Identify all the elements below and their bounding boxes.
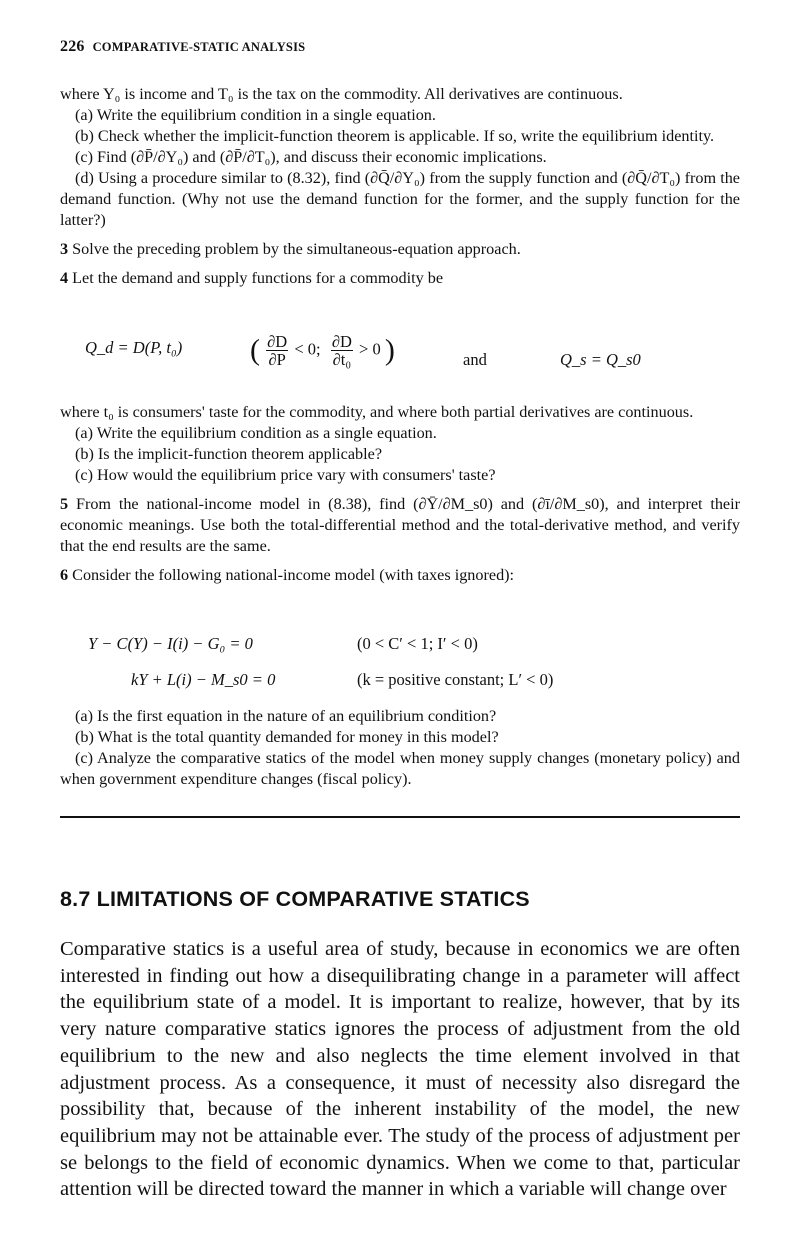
problem-6-intro bbox=[60, 565, 740, 586]
running-head bbox=[60, 38, 305, 56]
problem-4-5-6 bbox=[60, 402, 740, 586]
problem-4-after: where t₀ is consumers' taste for the commodity, and where both partial derivatives are continuous. bbox=[60, 403, 694, 421]
cond1-fraction: $\frac{\partial D}{\partial P}$ bbox=[267, 332, 288, 369]
problem-4-part-b: (b) Is the implicit-function theorem applicable? bbox=[75, 445, 383, 463]
problem-4-part-a: (a) Write the equilibrium condition as a single equation. bbox=[75, 424, 437, 442]
problem-2-part-b: (b) Check whether the implicit-function theorem is applicable. If so, write the equilibrium identity. bbox=[75, 127, 715, 145]
section-title: 8.7 LIMITATIONS OF COMPARATIVE STATICS bbox=[60, 887, 530, 911]
problem-3-number: 3 bbox=[60, 240, 69, 258]
problem-4-demand-equation: Q_d = D(P, t₀) bbox=[85, 338, 183, 357]
problem-5-text: From the national-income model in (8.38), find (∂Ȳ/∂M_s0) and (∂ī/∂M_s0), and interpret their economic meanings. Use both the total-differential method and the total-derivative method, and verify that the end results are the same. bbox=[60, 495, 741, 555]
problem-6-number: 6 bbox=[60, 566, 69, 584]
problem-6-eq2-condition: (k = positive constant; L′ < 0) bbox=[357, 670, 554, 689]
problem-4-intro-text: Let the demand and supply functions for a commodity be bbox=[72, 269, 444, 287]
problem-6-parts bbox=[60, 706, 740, 790]
problem-6-part-c: (c) Analyze the comparative statics of the model when money supply changes (monetary policy) and when government expenditure changes (fiscal policy). bbox=[60, 749, 740, 788]
section-divider bbox=[60, 816, 740, 818]
problem-4-intro bbox=[60, 268, 740, 289]
problem-4-conditions: ( $\frac{\partial D}{\partial P}$ < 0; $\frac{\partial D}{\text{∂t₀}}$ > 0 ) bbox=[250, 332, 395, 369]
problem-3 bbox=[60, 239, 740, 260]
problem-5-number: 5 bbox=[60, 495, 69, 513]
problem-2-continuation bbox=[60, 84, 740, 289]
problem-2-part-d: (d) Using a procedure similar to (8.32), find (∂Q̄/∂Y₀) from the supply function and (∂Q̄/∂T₀) from the demand function. (Why not use the demand function for the former, and the supply function for the latter?) bbox=[60, 169, 740, 229]
problem-2-part-a: (a) Write the equilibrium condition in a single equation. bbox=[75, 106, 436, 124]
problem-6-part-b: (b) What is the total quantity demanded for money in this model? bbox=[75, 728, 499, 746]
problem-4-part-c: (c) How would the equilibrium price vary with consumers' taste? bbox=[75, 466, 496, 484]
problem-4-number: 4 bbox=[60, 269, 69, 287]
problem-6-intro-text: Consider the following national-income model (with taxes ignored): bbox=[72, 566, 515, 584]
problem-4-supply-equation: Q_s = Q_s0 bbox=[560, 350, 641, 369]
problem-5 bbox=[60, 494, 740, 557]
problem-3-text: Solve the preceding problem by the simultaneous-equation approach. bbox=[72, 240, 521, 258]
problem-6-eq1-condition: (0 < C′ < 1; I′ < 0) bbox=[357, 634, 478, 653]
page-number: 226 bbox=[60, 38, 85, 55]
problem-4-and: and bbox=[463, 350, 487, 369]
section-body: Comparative statics is a useful area of study, because in economics we are often interested in finding out how a disequilibrating change in a parameter will affect the equilibrium state of a model. It is important to realize, however, that by its very nature comparative statics ignores the process of adjustment from the old equilibrium to the new and also neglects the time element involved in that adjustment process. As a consequence, it must of necessity also disregard the possibility that, because of the inherent instability of the model, the new equilibrium may not be attainable ever. The study of the process of adjustment per se belongs to the field of economic dynamics. When we come to that, particular attention will be directed toward the manner in which a variable will change over bbox=[60, 938, 740, 1201]
running-title: COMPARATIVE-STATIC ANALYSIS bbox=[92, 40, 306, 54]
problem-6-part-a: (a) Is the first equation in the nature of an equilibrium condition? bbox=[75, 707, 497, 725]
problem-2-part-c: (c) Find (∂P̄/∂Y₀) and (∂P̄/∂T₀), and discuss their economic implications. bbox=[75, 148, 547, 166]
problem-6-eq1: Y − C(Y) − I(i) − G₀ = 0 bbox=[88, 634, 253, 653]
problem-6-eq2: kY + L(i) − M_s0 = 0 bbox=[131, 670, 276, 689]
cond2-fraction: $\frac{\partial D}{\text{∂t₀}}$ bbox=[331, 332, 352, 369]
problem-2-intro: where Y₀ is income and T₀ is the tax on the commodity. All derivatives are continuous. bbox=[60, 85, 623, 103]
